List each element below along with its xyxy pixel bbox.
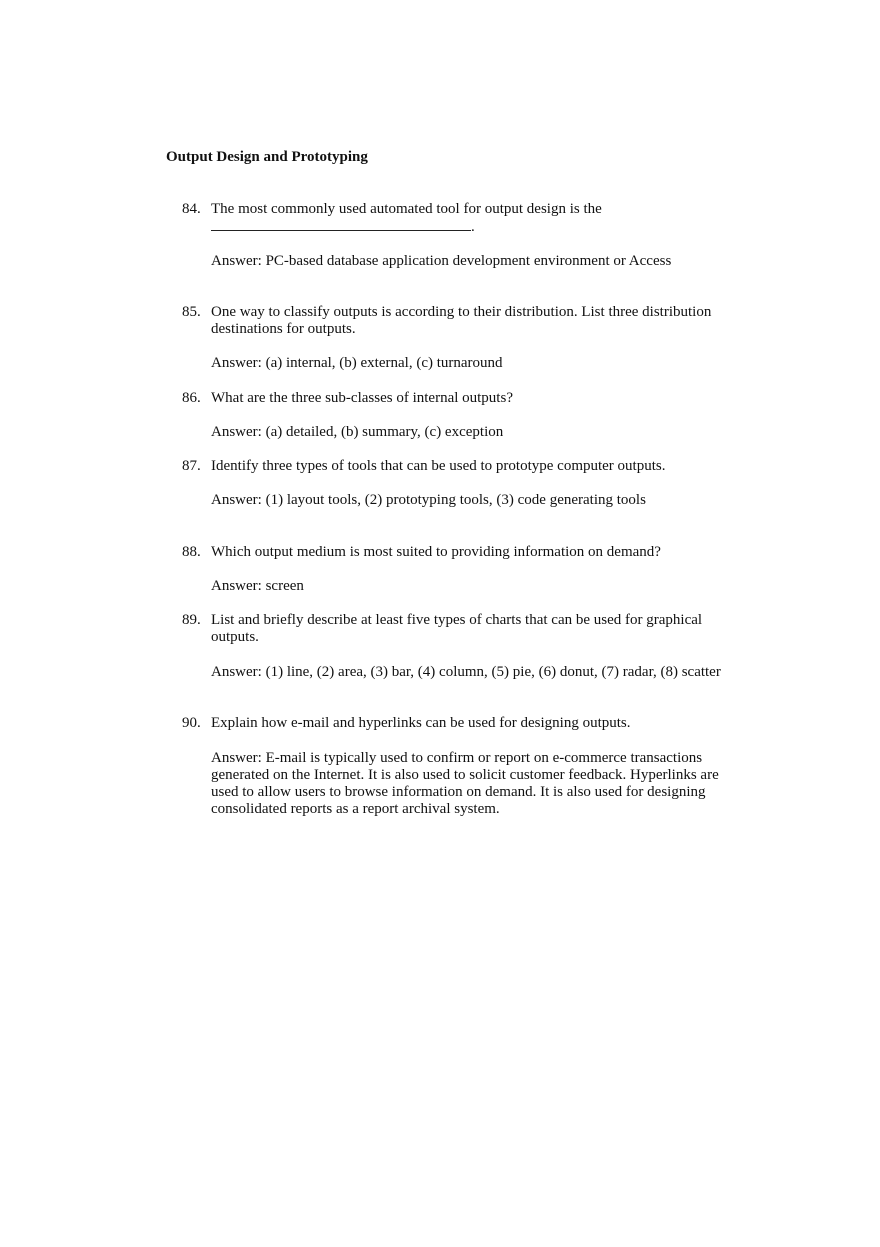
- fill-in-blank: [211, 218, 471, 231]
- question-text: Which output medium is most suited to providing information on demand?: [211, 544, 661, 560]
- section-heading: Output Design and Prototyping: [166, 149, 368, 165]
- answer-text: Answer: (a) internal, (b) external, (c) turnaround: [211, 355, 503, 371]
- answer-text: Answer: PC-based database application development environment or Access: [211, 253, 672, 269]
- answer-text: Answer: screen: [211, 578, 304, 594]
- question-number: 88.: [182, 544, 201, 560]
- question-number: 85.: [182, 304, 201, 320]
- question-text: What are the three sub-classes of internal outputs?: [211, 390, 513, 406]
- question-number: 89.: [182, 612, 201, 628]
- answer-text: Answer: (a) detailed, (b) summary, (c) exception: [211, 424, 504, 440]
- question-text: One way to classify outputs is according to their distribution. List three distribution: [211, 304, 712, 320]
- question-number: 84.: [182, 201, 201, 217]
- question-text: outputs.: [211, 629, 259, 645]
- question-text: destinations for outputs.: [211, 321, 356, 337]
- question-text: Identify three types of tools that can be used to prototype computer outputs.: [211, 458, 666, 474]
- question-text: List and briefly describe at least five types of charts that can be used for graphical: [211, 612, 703, 628]
- question-text: Explain how e-mail and hyperlinks can be used for designing outputs.: [211, 715, 631, 731]
- question-number: 86.: [182, 390, 201, 406]
- blank-suffix: .: [471, 219, 475, 235]
- answer-text: Answer: E-mail is typically used to confirm or report on e-commerce transactions: [211, 750, 703, 766]
- answer-text: generated on the Internet. It is also used to solicit customer feedback. Hyperlinks are: [211, 767, 719, 783]
- question-text: The most commonly used automated tool for output design is the: [211, 201, 602, 217]
- question-number: 90.: [182, 715, 201, 731]
- question-number: 87.: [182, 458, 201, 474]
- answer-text: used to allow users to browse information on demand. It is also used for designing: [211, 784, 706, 800]
- answer-text: consolidated reports as a report archival system.: [211, 801, 500, 817]
- answer-text: Answer: (1) line, (2) area, (3) bar, (4) column, (5) pie, (6) donut, (7) radar, (8) scatter: [211, 664, 721, 680]
- answer-text: Answer: (1) layout tools, (2) prototyping tools, (3) code generating tools: [211, 492, 646, 508]
